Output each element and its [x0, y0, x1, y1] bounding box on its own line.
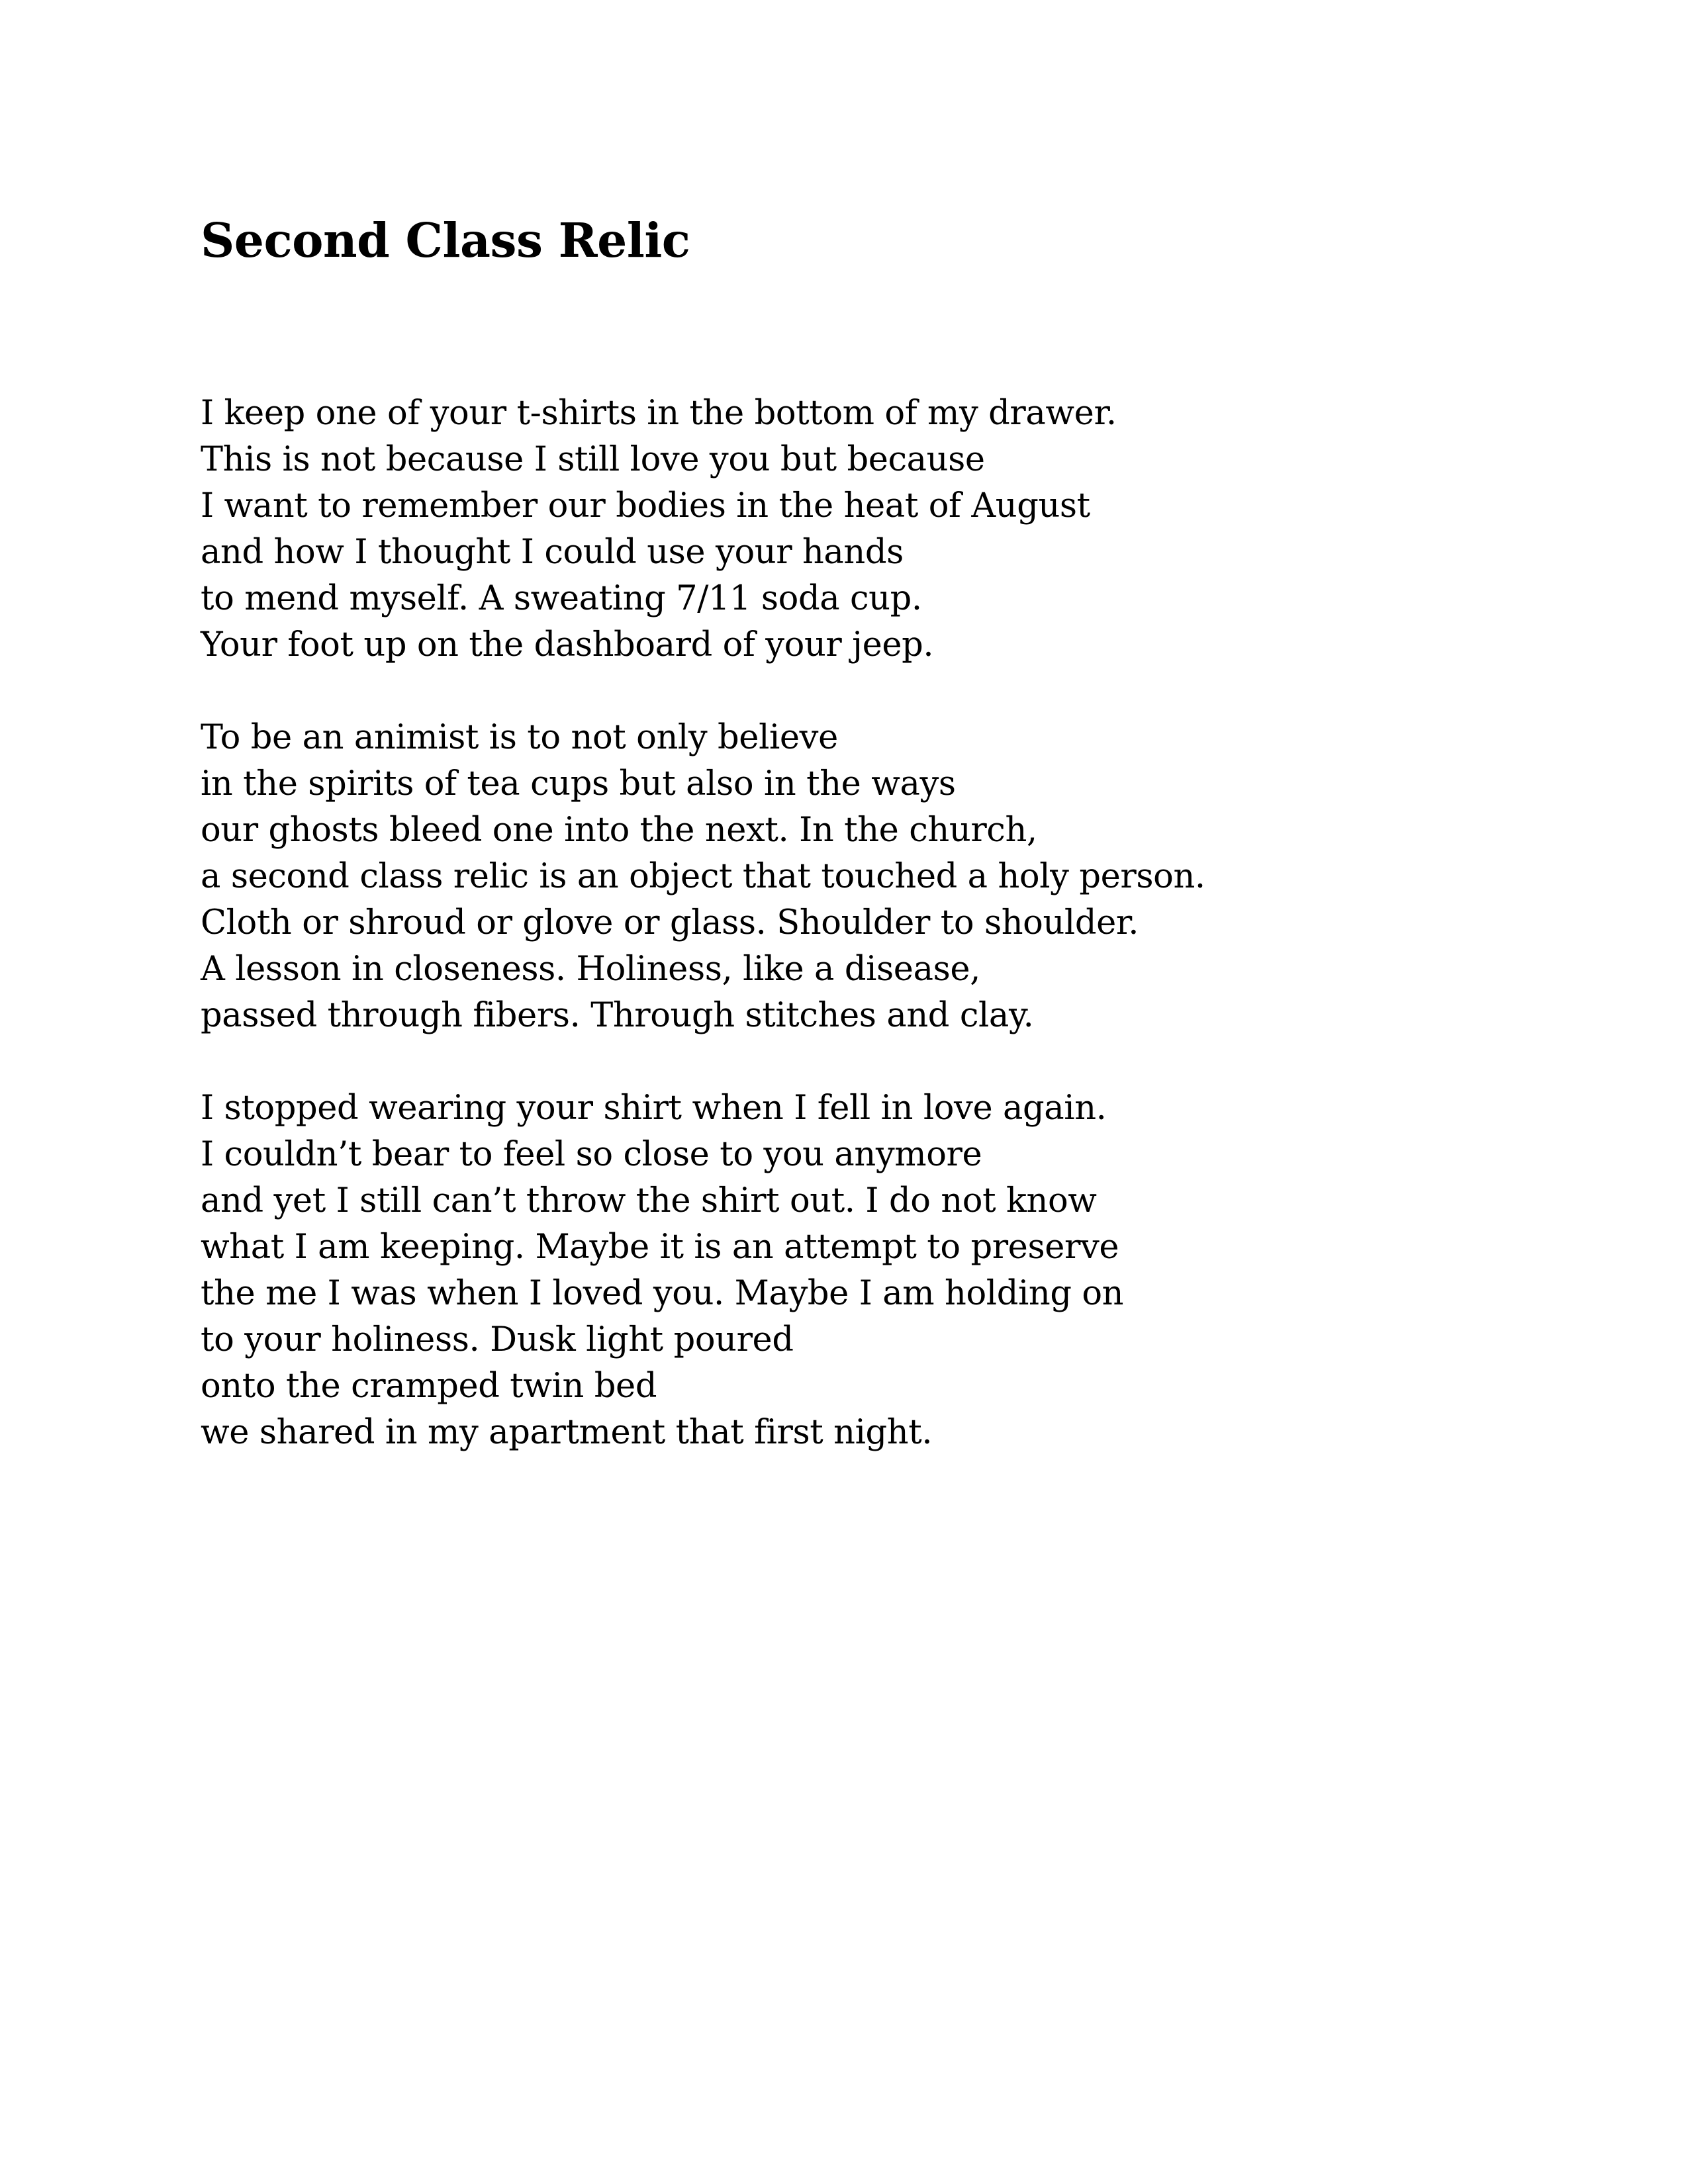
poem-line: our ghosts bleed one into the next. In the church,	[201, 811, 1037, 850]
poem-line: a second class relic is an object that touched a holy person.	[201, 857, 1205, 896]
stanza-2	[201, 715, 1524, 1039]
poem-line: in the spirits of tea cups but also in the ways	[201, 764, 956, 803]
poem-body	[201, 390, 1524, 1502]
poem-line: I stopped wearing your shirt when I fell in love again.	[201, 1089, 1107, 1128]
poem-line: I want to remember our bodies in the heat of August	[201, 486, 1090, 525]
poem-line: Cloth or shroud or glove or glass. Shoulder to shoulder.	[201, 903, 1139, 942]
poem-line: A lesson in closeness. Holiness, like a disease,	[201, 950, 980, 989]
poem-title: Second Class Relic	[201, 212, 690, 268]
stanza-3	[201, 1085, 1524, 1456]
poem-line: onto the cramped twin bed	[201, 1367, 657, 1406]
poem-line: and how I thought I could use your hands	[201, 533, 904, 572]
poem-line: the me I was when I loved you. Maybe I am holding on	[201, 1274, 1124, 1313]
poem-line: passed through fibers. Through stitches and clay.	[201, 996, 1034, 1035]
poem-line: This is not because I still love you but because	[201, 440, 985, 479]
stanza-1	[201, 390, 1524, 668]
poem-line: To be an animist is to not only believe	[201, 718, 838, 757]
poem-line: Your foot up on the dashboard of your jeep.	[201, 625, 934, 664]
poem-line: what I am keeping. Maybe it is an attempt to preserve	[201, 1228, 1119, 1267]
poem-line: I couldn’t bear to feel so close to you anymore	[201, 1135, 982, 1174]
poem-line: to mend myself. A sweating 7/11 soda cup.	[201, 579, 922, 618]
poem-line: and yet I still can’t throw the shirt out. I do not know	[201, 1181, 1097, 1220]
poem-line: we shared in my apartment that first night.	[201, 1413, 933, 1452]
poem-line: to your holiness. Dusk light poured	[201, 1320, 794, 1359]
poem-line: I keep one of your t-shirts in the bottom of my drawer.	[201, 394, 1117, 433]
